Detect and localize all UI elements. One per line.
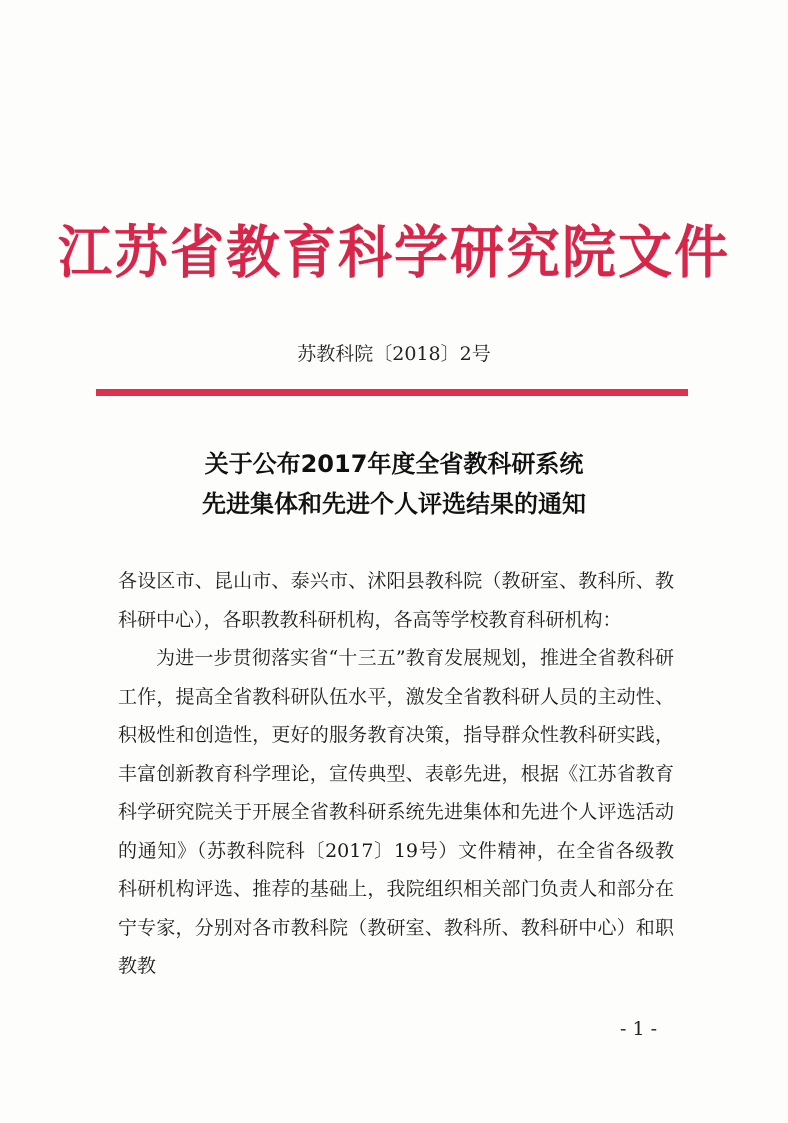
document-number: 苏教科院〔2018〕2号: [297, 343, 491, 365]
addressee-paragraph: 各设区市、昆山市、泰兴市、沭阳县教科院（教研室、教科所、教科研中心），各职教教科研机构，各高等学校教育科研机构：: [118, 570, 674, 631]
page-number: - 1 -: [620, 1018, 658, 1040]
notice-title-line-2: 先进集体和先进个人评选结果的通知: [202, 490, 586, 518]
notice-title: [0, 444, 788, 524]
header-divider: [96, 389, 688, 396]
issuing-authority-header: 江苏省教育科学研究院文件: [58, 218, 730, 286]
body-paragraph: 为进一步贯彻落实省“十三五”教育发展规划，推进全省教科研工作，提高全省教科研队伍水平，激发全省教科研人员的主动性、积极性和创造性，更好的服务教育决策，指导群众性教科研实践，丰富创新教育科学理论，宣传典型、表彰先进，根据《江苏省教育科学研究院关于开展全省教科研系统先进集体和先进个人评选活动的通知》（苏教科院科〔2017〕19号）文件精神，在全省各级教科研机构评选、推荐的基础上，我院组织相关部门负责人和部分在宁专家，分别对各市教科院（教研室、教科所、教科研中心）和职教教: [118, 647, 674, 977]
notice-title-line-1: 关于公布2017年度全省教科研系统: [204, 450, 584, 478]
notice-body: [118, 562, 674, 986]
